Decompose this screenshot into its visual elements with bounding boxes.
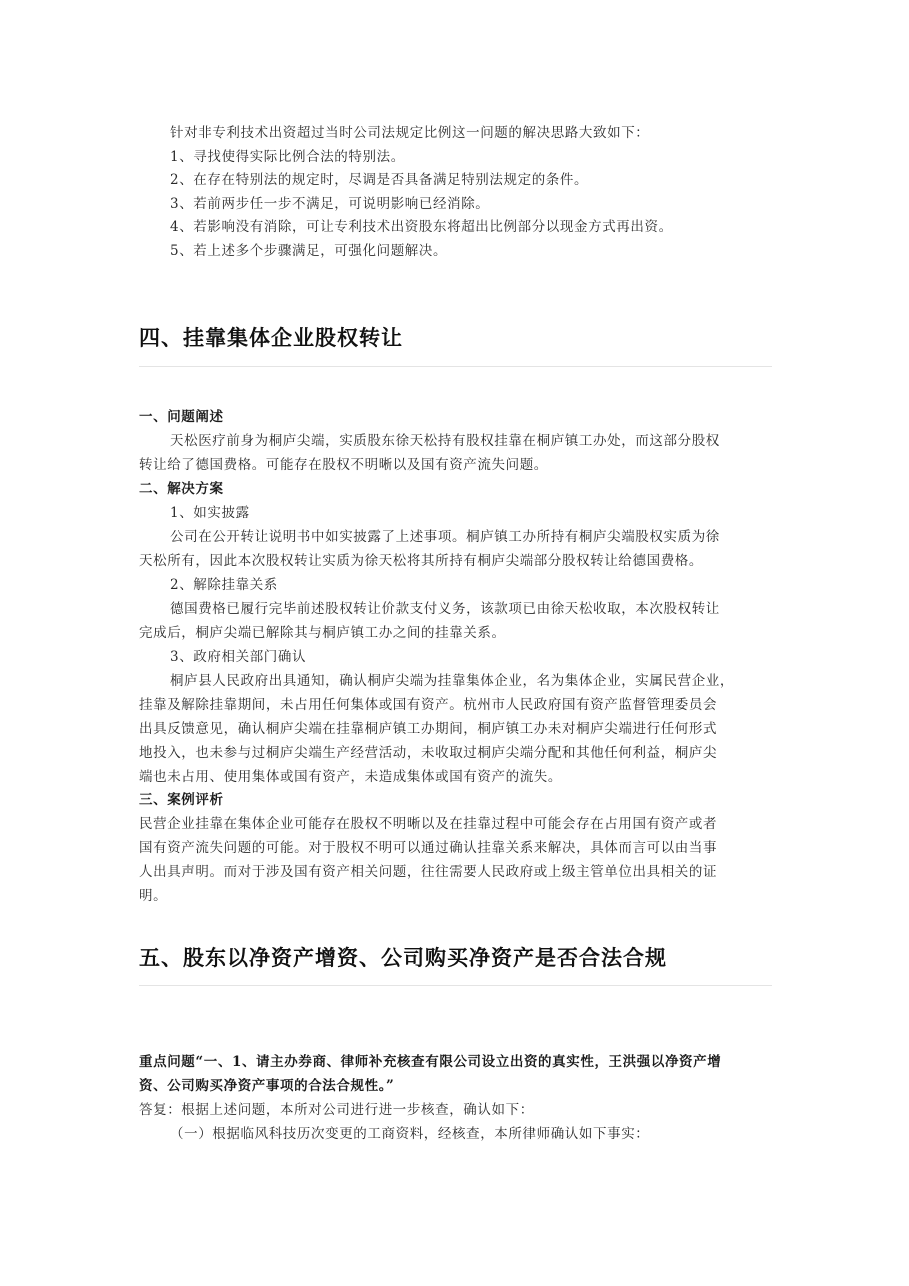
divider bbox=[139, 985, 772, 986]
body-line: 转让给了德国费格。可能存在股权不明晰以及国有资产流失问题。 bbox=[139, 457, 548, 473]
body-line: 答复：根据上述问题，本所对公司进行进一步核查，确认如下： bbox=[139, 1102, 534, 1118]
subheading: 二、解决方案 bbox=[139, 481, 224, 497]
body-line: 公司在公开转让说明书中如实披露了上述事项。桐庐镇工办所持有桐庐尖端股权实质为徐 bbox=[170, 529, 720, 545]
key-question: 资、公司购买净资产事项的合法合规性。” bbox=[139, 1078, 395, 1094]
body-line: 1、如实披露 bbox=[170, 505, 250, 521]
body-line: 完成后，桐庐尖端已解除其与桐庐镇工办之间的挂靠关系。 bbox=[139, 625, 506, 641]
body-line: 人出具声明。而对于涉及国有资产相关问题，往往需要人民政府或上级主管单位出具相关的证 bbox=[139, 864, 718, 880]
body-line: 端也未占用、使用集体或国有资产，未造成集体或国有资产的流失。 bbox=[139, 769, 562, 785]
intro-line: 4、若影响没有消除，可让专利技术出资股东将超出比例部分以现金方式再出资。 bbox=[170, 219, 673, 235]
intro-line: 1、寻找使得实际比例合法的特别法。 bbox=[170, 149, 405, 165]
body-line: 桐庐县人民政府出具通知，确认桐庐尖端为挂靠集体企业，名为集体企业，实属民营企业， bbox=[170, 673, 734, 689]
body-line: 出具反馈意见，确认桐庐尖端在挂靠桐庐镇工办期间，桐庐镇工办未对桐庐尖端进行任何形式 bbox=[139, 721, 718, 737]
body-line: 3、政府相关部门确认 bbox=[170, 649, 307, 665]
key-question: 重点问题“一、1、请主办券商、律师补充核查有限公司设立出资的真实性，王洪强以净资产增 bbox=[139, 1054, 722, 1070]
body-line: （一）根据临风科技历次变更的工商资料，经核查，本所律师确认如下事实： bbox=[170, 1126, 650, 1142]
body-line: 德国费格已履行完毕前述股权转让价款支付义务，该款项已由徐天松收取，本次股权转让 bbox=[170, 601, 720, 617]
body-line: 天松医疗前身为桐庐尖端，实质股东徐天松持有股权挂靠在桐庐镇工办处，而这部分股权 bbox=[170, 433, 720, 449]
section-heading: 五、股东以净资产增资、公司购买净资产是否合法合规 bbox=[139, 946, 667, 970]
intro-line: 3、若前两步任一步不满足，可说明影响已经消除。 bbox=[170, 196, 490, 212]
intro-line: 2、在存在特别法的规定时，尽调是否具备满足特别法规定的条件。 bbox=[170, 172, 589, 188]
subheading: 一、问题阐述 bbox=[139, 409, 224, 425]
intro-line: 5、若上述多个步骤满足，可强化问题解决。 bbox=[170, 243, 448, 259]
body-line: 地投入，也未参与过桐庐尖端生产经营活动，未收取过桐庐尖端分配和其他任何利益，桐庐尖 bbox=[139, 745, 718, 761]
body-line: 天松所有，因此本次股权转让实质为徐天松将其所持有桐庐尖端部分股权转让给德国费格。 bbox=[139, 553, 703, 569]
body-line: 民营企业挂靠在集体企业可能存在股权不明晰以及在挂靠过程中可能会存在占用国有资产或者 bbox=[139, 816, 718, 832]
intro-line: 针对非专利技术出资超过当时公司法规定比例这一问题的解决思路大致如下： bbox=[170, 125, 650, 141]
body-line: 挂靠及解除挂靠期间，未占用任何集体或国有资产。杭州市人民政府国有资产监督管理委员会 bbox=[139, 697, 718, 713]
body-line: 国有资产流失问题的可能。对于股权不明可以通过确认挂靠关系来解决，具体而言可以由当事 bbox=[139, 840, 718, 856]
divider bbox=[139, 366, 772, 367]
section-heading: 四、挂靠集体企业股权转让 bbox=[139, 326, 403, 350]
body-line: 2、解除挂靠关系 bbox=[170, 577, 278, 593]
body-line: 明。 bbox=[139, 888, 168, 904]
subheading: 三、案例评析 bbox=[139, 792, 224, 808]
